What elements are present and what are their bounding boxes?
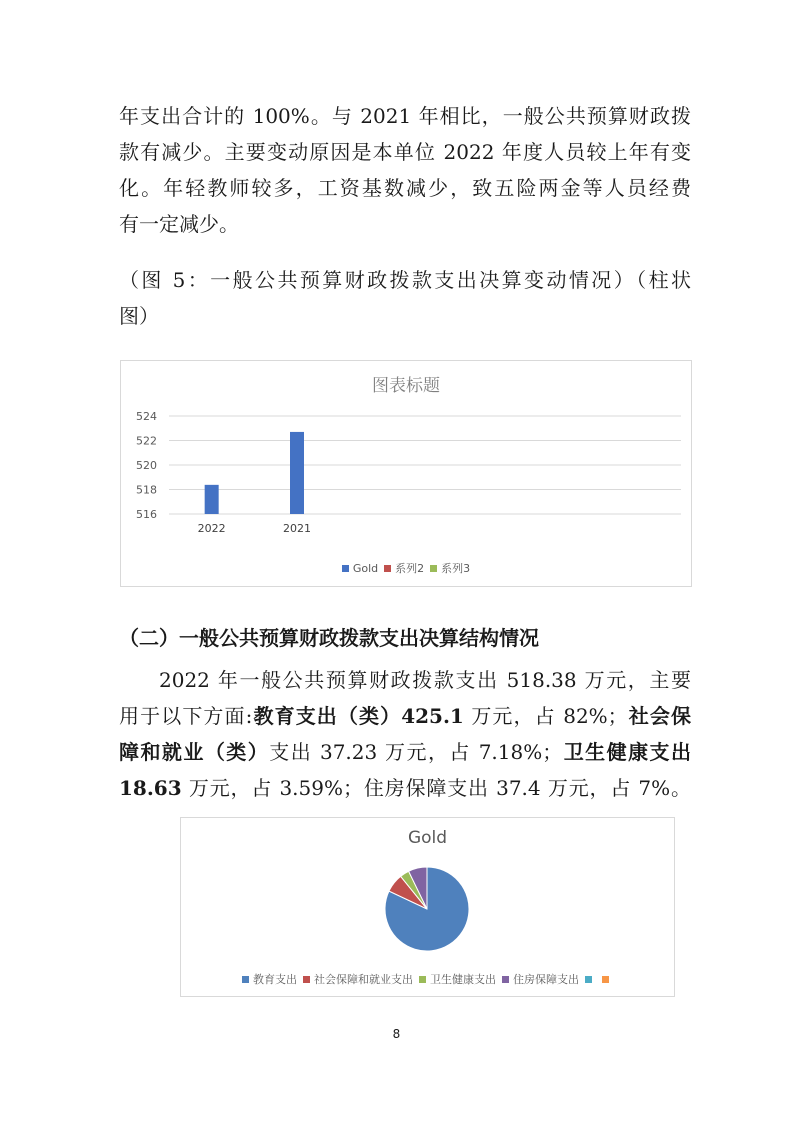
intro-line-4: 有一定减少。 (119, 212, 239, 236)
section2-text-2d: 社会保 (627, 704, 691, 728)
pie-chart (180, 817, 675, 997)
intro-line-3: 化。年轻教师较多，工资基数减少，致五险两金等人员经费 (119, 176, 691, 200)
pie-chart-title: Gold (407, 828, 448, 848)
intro-line-2: 款有减少。主要变动原因是本单位 2022 年度人员较上年有变 (119, 140, 691, 164)
section2-text-3c: 卫生健康支出 (562, 740, 692, 764)
section2-line-1-text: 2022 年一般公共预算财政拨款支出 518.38 万元，主要 (159, 668, 691, 692)
bar (290, 432, 304, 514)
pie-chart-legend-swatch (602, 976, 609, 983)
pie-chart-legend-swatch (419, 976, 426, 983)
page-number: 8 (392, 1027, 401, 1041)
y-tick-label: 518 (136, 483, 157, 497)
bar-chart-legend-swatch (384, 565, 391, 572)
pie-chart-legend-label: 社会保障和就业支出 (314, 973, 413, 986)
pie-chart-legend-label: 教育支出 (253, 973, 297, 986)
section2-line-4 (119, 770, 691, 806)
bar-chart-legend-label: 系列2 (395, 562, 425, 575)
bar-chart-title: 图表标题 (372, 376, 440, 396)
figure5-caption (119, 262, 691, 334)
bar-chart (120, 360, 692, 587)
section2-line-2 (119, 698, 691, 734)
pie-chart-legend-swatch (502, 976, 509, 983)
bar-chart-legend-swatch (342, 565, 349, 572)
bar-chart-legend (121, 560, 691, 576)
section2-text-3a: 障和就业（类） (119, 740, 270, 764)
pie-chart-legend-item (602, 973, 613, 986)
pie-chart-legend-label: 住房保障支出 (513, 973, 579, 986)
section2-text-4a: 18.63 (119, 776, 182, 800)
bar (205, 485, 219, 514)
x-tick-label: 2022 (197, 522, 226, 535)
pie-chart-legend-item (419, 971, 496, 987)
intro-line-1: 年支出合计的 100%。与 2021 年相比，一般公共预算财政拨 (119, 104, 691, 128)
section2-heading: （二）一般公共预算财政拨款支出决算结构情况 (119, 626, 539, 650)
section2-line-3 (119, 734, 691, 770)
pie-chart-legend-swatch (242, 976, 249, 983)
pie-chart-legend-item (242, 971, 297, 987)
bar-chart-legend-swatch (430, 565, 437, 572)
section2-text-2c: 万元，占 82%； (471, 704, 628, 728)
pie-chart-legend-item (303, 971, 413, 987)
pie-chart-legend-label: 卫生健康支出 (430, 973, 496, 986)
bar-chart-legend-item (342, 562, 378, 575)
pie-chart-legend-swatch (585, 976, 592, 983)
pie-chart-legend (181, 971, 674, 987)
section2-text-4b: 万元，占 3.59%；住房保障支出 37.4 万元，占 7%。 (188, 776, 692, 800)
x-tick-label: 2021 (283, 522, 311, 535)
section2-paragraph (119, 662, 691, 806)
y-tick-label: 524 (136, 410, 157, 423)
section2-text-3b: 支出 37.23 万元，占 7.18%； (269, 740, 563, 764)
bar-chart-legend-label: Gold (352, 562, 379, 575)
pie-chart-legend-swatch (303, 976, 310, 983)
y-tick-label: 520 (136, 459, 157, 472)
section2-text-2a: 用于以下方面: (119, 704, 253, 728)
pie-chart-legend-item (502, 971, 579, 987)
figure5-caption-line-1: （图 5：一般公共预算财政拨款支出决算变动情况）（柱状 (119, 268, 691, 292)
bar-chart-legend-item (384, 560, 424, 576)
pie-chart-legend-item (585, 973, 596, 986)
bar-chart-legend-label: 系列3 (441, 562, 471, 575)
pie-chart-plot (181, 858, 674, 968)
y-tick-label: 522 (136, 434, 157, 448)
section2-text-2b: 教育支出（类）425.1 (252, 704, 464, 728)
section2-line-1 (119, 662, 691, 698)
intro-paragraph (119, 98, 691, 242)
y-tick-label: 516 (136, 508, 157, 521)
figure5-caption-line-2: 图） (119, 304, 159, 328)
bar-chart-legend-item (430, 560, 470, 576)
